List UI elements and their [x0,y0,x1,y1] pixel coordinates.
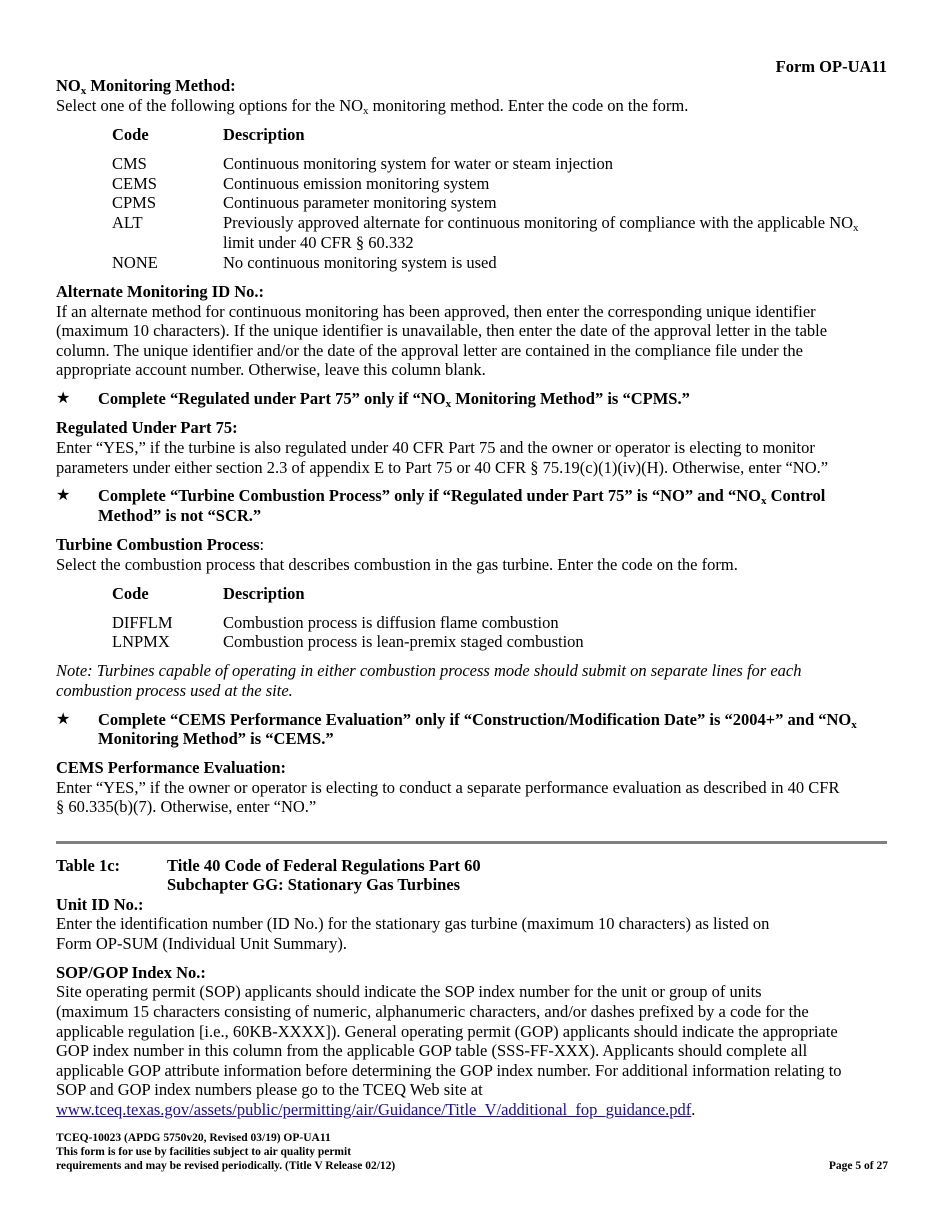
star-icon: ★ [56,711,71,728]
note-combustion-instruction-line2: Method” is not “SCR.” [98,506,262,525]
sop-line: Site operating permit (SOP) applicants should indicate the SOP index number for the unit or group of units [56,982,762,1001]
nox-desc-cems: Continuous emission monitoring system [223,174,490,193]
sop-line: SOP and GOP index numbers please go to the TCEQ Web site at [56,1080,483,1099]
guidance-link[interactable]: www.tceq.texas.gov/assets/public/permitting/air/Guidance/Title_V/additional_fop_guidance.pdf [56,1100,692,1119]
nox-method-intro: Select one of the following options for the $NO_x$ monitoring method. Enter the code on the form. [56,96,689,117]
page-number: Page 5 of 27 [828,1160,888,1172]
combustion-desc-lnpmx: Combustion process is lean-premix staged combustion [223,632,584,651]
table-title: Title 40 Code of Federal Regulations Part 60 [167,856,481,875]
combustion-code-lnpmx: LNPMX [112,632,170,651]
unit-id-line: Enter the identification number (ID No.) for the stationary gas turbine (maximum 10 characters) as listed on [56,914,770,933]
note-cems-instruction-line2: Monitoring Method” is “CEMS.” [98,729,334,748]
cems-title: CEMS Performance Evaluation: [56,758,287,777]
nox-code-cpms: CPMS [112,193,157,212]
nox-method-title: $NO_x$ Monitoring Method: [56,76,236,97]
alt-id-line: (maximum 10 characters). If the unique identifier is unavailable, then enter the date of the approval letter in the table [56,321,828,340]
combustion-note-line2: combustion process used at the site. [56,681,293,700]
combustion-intro: Select the combustion process that describes combustion in the gas turbine. Enter the code on the form. [56,555,738,574]
sop-line: applicable regulation [i.e., 60KB-XXXX]). General operating permit (GOP) applicants should indicate the appropriate [56,1022,838,1041]
note-combustion-instruction: Complete “Turbine Combustion Process” only if “Regulated under Part 75” is “NO” and “$NO_x$ Control [98,486,826,507]
nox-code-none: NONE [112,253,158,272]
nox-code-alt: ALT [112,213,143,232]
combustion-note: Note: Turbines capable of operating in either combustion process mode should submit on separate lines for each [56,661,802,680]
alt-id-line: If an alternate method for continuous monitoring has been approved, then enter the corresponding unique identifier [56,302,816,321]
table-subtitle: Subchapter GG: Stationary Gas Turbines [167,875,461,894]
nox-desc-alt: Previously approved alternate for continuous monitoring of compliance with the applicable $NO_x$ [223,213,859,234]
nox-col-code-header: Code [112,125,149,144]
combustion-desc-difflm: Combustion process is diffusion flame combustion [223,613,559,632]
footer-form-number: TCEQ-10023 (APDG 5750v20, Revised 03/19) OP-UA11 [56,1132,331,1144]
sop-line: (maximum 15 characters consisting of numeric, alphanumeric characters, and/or dashes prefixed by a code for the [56,1002,809,1021]
combustion-code-difflm: DIFFLM [112,613,173,632]
part75-title: Regulated Under Part 75: [56,418,238,437]
nox-code-cms: CMS [112,154,147,173]
nox-code-cems: CEMS [112,174,157,193]
note-cems-instruction: Complete “CEMS Performance Evaluation” only if “Construction/Modification Date” is “2004+” and “$NO_x$ [98,710,857,731]
nox-desc-cms: Continuous monitoring system for water or steam injection [223,154,613,173]
section-divider [56,841,887,844]
nox-desc-alt-line2: limit under 40 CFR § 60.332 [223,233,414,252]
unit-id-title: Unit ID No.: [56,895,144,914]
alt-id-line: column. The unique identifier and/or the date of the approval letter are contained in the compliance file under the [56,341,803,360]
footer-note-line2: requirements and may be revised periodically. (Title V Release 02/12) [56,1160,396,1172]
footer-note: This form is for use by facilities subject to air quality permit [56,1146,352,1158]
unit-id-line: Form OP-SUM (Individual Unit Summary). [56,934,348,953]
part75-line: parameters under either section 2.3 of appendix E to Part 75 or 40 CFR § 75.19(c)(1)(iv)(H). Otherwise, enter “NO.” [56,458,829,477]
sop-title: SOP/GOP Index No.: [56,963,206,982]
alt-id-line: appropriate account number. Otherwise, leave this column blank. [56,360,486,379]
nox-desc-none: No continuous monitoring system is used [223,253,497,272]
alt-id-title: Alternate Monitoring ID No.: [56,282,265,301]
combustion-col-code-header: Code [112,584,149,603]
cems-line: Enter “YES,” if the owner or operator is electing to conduct a separate performance evaluation as described in 40 CFR [56,778,840,797]
sop-line: applicable GOP attribute information before determining the GOP index number. For additional information relating to [56,1061,842,1080]
star-icon: ★ [56,390,71,407]
form-id: Form OP-UA11 [775,57,887,76]
table-label: Table 1c: [56,856,121,875]
note-part75-instruction: Complete “Regulated under Part 75” only if “$NO_x$ Monitoring Method” is “CPMS.” [98,389,690,410]
combustion-title: Turbine Combustion Process: [56,535,265,554]
star-icon: ★ [56,487,71,504]
sop-link-line: www.tceq.texas.gov/assets/public/permitting/air/Guidance/Title_V/additional_fop_guidance.pdf. [56,1100,696,1119]
sop-line: GOP index number in this column from the applicable GOP table (SSS-FF-XXX). Applicants should complete all [56,1041,808,1060]
combustion-col-desc-header: Description [223,584,305,603]
cems-line: § 60.335(b)(7). Otherwise, enter “NO.” [56,797,317,816]
nox-desc-cpms: Continuous parameter monitoring system [223,193,497,212]
nox-col-desc-header: Description [223,125,305,144]
part75-line: Enter “YES,” if the turbine is also regulated under 40 CFR Part 75 and the owner or operator is electing to monitor [56,438,815,457]
